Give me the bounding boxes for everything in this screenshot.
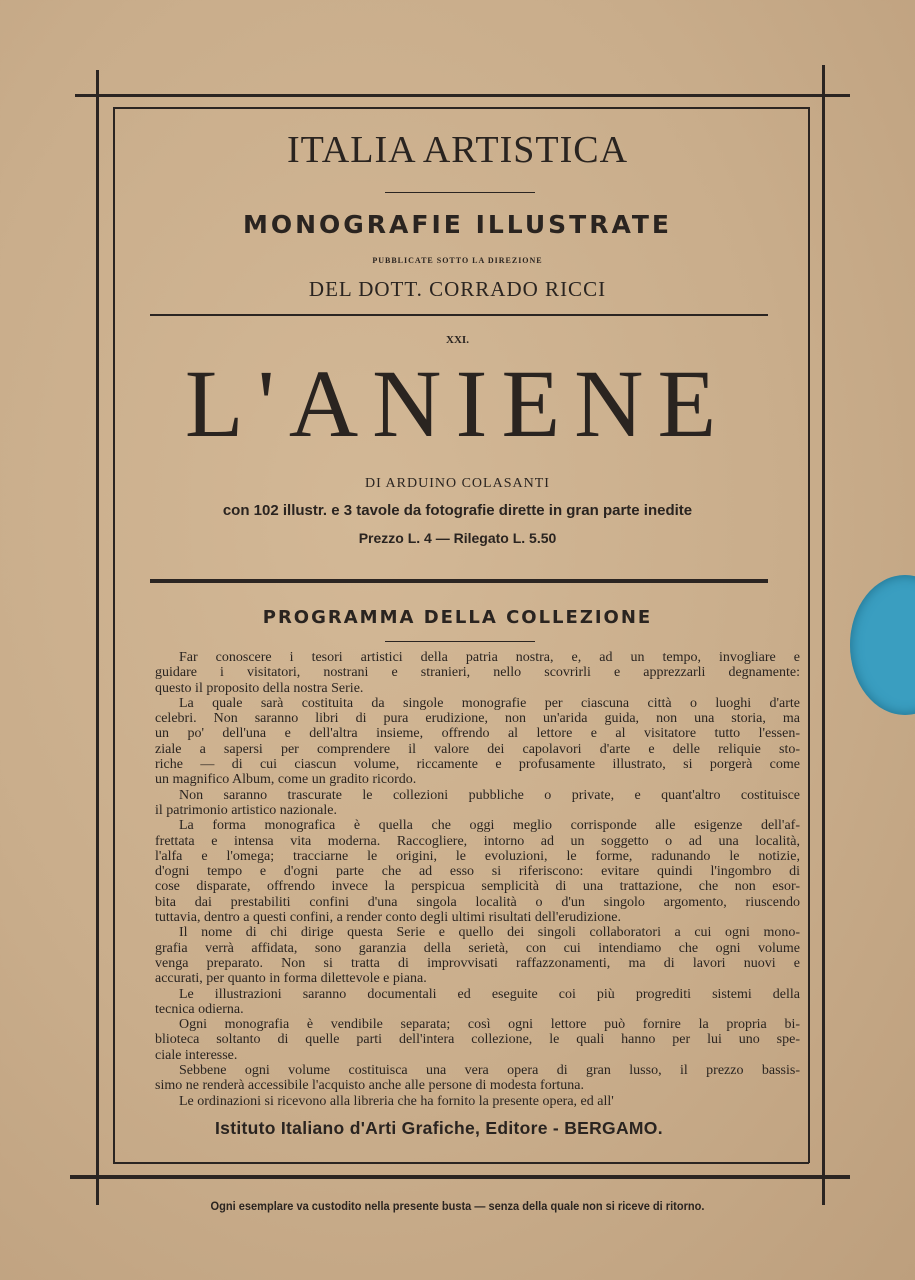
divider-thick [150,579,768,583]
envelope-tab [850,575,915,715]
illustrations-note: con 102 illustr. e 3 tavole da fotografie dirette in gran parte inedite [222,502,693,519]
text-line: l'alfa e l'omega; tracciarne le origini, le evoluzioni, le forme, radunando le notizie, [155,848,800,864]
book-author: DI ARDUINO COLASANTI [365,476,550,491]
text-line: accurati, per quanto in forma dilettevole e piana. [155,971,427,987]
divider-short [385,192,535,193]
outer-frame-left [96,70,99,1205]
text-line: Ogni monografia è vendibile separata; così ogni lettore può fornire la propria bi- [179,1017,800,1033]
text-line: La forma monografica è quella che oggi meglio corrisponde alle esigenze dell'af- [179,818,800,834]
text-line: guidare i visitatori, nostrani e stranieri, nello scovrirli e apprezzarli degnamente: [155,665,800,681]
text-line: grafia verrà affidata, sono garanzia della serietà, con cui intendiamo che ogni volume [155,940,800,956]
text-line: d'ogni tempo e d'ogni parte che ad esso si riferiscono: evitare quindi l'ingombro di [155,864,800,880]
text-line: un po' dell'una e dell'altra insieme, offrendo al lettore e al visitatore tutto l'essen- [155,726,800,742]
programme-text [155,650,800,1109]
text-line: simo ne renderà accessibile l'acquisto anche alle persone di modesta fortuna. [155,1078,584,1094]
text-line: tecnica odierna. [155,1001,244,1017]
text-line: Sebbene ogni volume costituisca una vera opera di gran lusso, il prezzo bassis- [179,1063,800,1079]
price: Prezzo L. 4 — Rilegato L. 5.50 [358,530,557,546]
inner-frame-top [113,107,809,109]
inner-frame-bottom [113,1162,809,1164]
footer-note: Ogni esemplare va custodito nella presente busta — senza della quale non si riceve di ritorno. [210,1199,705,1213]
text-line: bita dai prestabiliti confini d'una singola località o d'un singolo argomento, riuscendo [155,894,800,910]
text-line: celebri. Non saranno libri di pura erudizione, non un'arida guida, non una storia, ma [155,711,800,727]
divider [150,314,768,316]
outer-frame-top [75,94,850,97]
series-title: ITALIA ARTISTICA [286,129,629,171]
publisher: Istituto Italiano d'Arti Grafiche, Editore - BERGAMO. [215,1118,663,1138]
programme-heading: PROGRAMMA DELLA COLLEZIONE [262,607,653,628]
text-line: Far conoscere i tesori artistici della patria nostra, e, ad un tempo, invogliare e [179,650,800,665]
director-name: DEL DOTT. CORRADO RICCI [308,277,607,301]
text-line: La quale sarà costituita da singole monografie per ciascuna città o luoghi d'arte [179,695,800,711]
text-line: blioteca soltanto di quelle parti dell'intera collezione, le quali hanno per lui uno spe- [155,1032,800,1048]
text-line: frettata e intensa vita moderna. Raccogliere, intorno ad un soggetto o ad una località, [155,833,800,849]
volume-number: XXI. [446,334,469,346]
text-line: ciale interesse. [155,1047,238,1063]
text-line: cose disparate, offrendo invece la perspicua semplicità di una trattazione, che non esor- [155,879,800,895]
text-line: Non saranno trascurate le collezioni pubbliche o private, e quant'altro costituisce [179,787,800,803]
text-line: riche — di cui ciascun volume, riccamente e profusamente illustrato, si porgerà come [155,757,800,773]
text-line: Le ordinazioni si ricevono alla libreria che ha fornito la presente opera, ed all' [179,1093,614,1109]
text-line: un magnifico Album, come un gradito ricordo. [155,772,417,788]
book-title: L'ANIENE [184,350,731,457]
text-line: il patrimonio artistico nazionale. [155,802,337,818]
text-line: venga preparato. Non si tratta di improvvisati raffazzonamenti, ma di lavori nuovi e [155,955,800,971]
published-under-label: PUBBLICATE SOTTO LA DIREZIONE [372,256,543,265]
text-line: Il nome di chi dirige questa Serie e quello dei singoli collaboratori a cui ogni mono- [179,925,800,941]
series-subtitle: MONOGRAFIE ILLUSTRATE [242,210,672,239]
outer-frame-bottom [70,1175,850,1179]
text-line: questo il proposito della nostra Serie. [155,680,364,696]
text-line: tuttavia, dentro a questi confini, a render conto degli ultimi risultati dell'erudizione. [155,910,621,926]
text-line: ziale a sapersi per comprendere il valore dei capolavori d'arte e delle reliquie sto- [155,741,800,757]
divider-short [385,641,535,642]
text-line: Le illustrazioni saranno documentali ed eseguite coi più progrediti sistemi della [179,986,800,1002]
